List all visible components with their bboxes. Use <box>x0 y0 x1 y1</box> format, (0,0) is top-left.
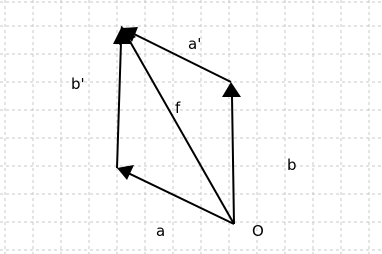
vector-b-prime <box>113 26 131 168</box>
label-f: f <box>175 99 181 117</box>
label-b: b <box>287 156 297 174</box>
vector-b-arrowhead <box>222 82 241 97</box>
label-a: a <box>156 222 166 240</box>
label-origin: O <box>252 222 264 240</box>
label-a-prime: a' <box>188 35 202 53</box>
vector-a-arrowhead <box>117 165 134 180</box>
vector-b <box>222 82 241 224</box>
label-b-prime: b' <box>71 75 85 93</box>
